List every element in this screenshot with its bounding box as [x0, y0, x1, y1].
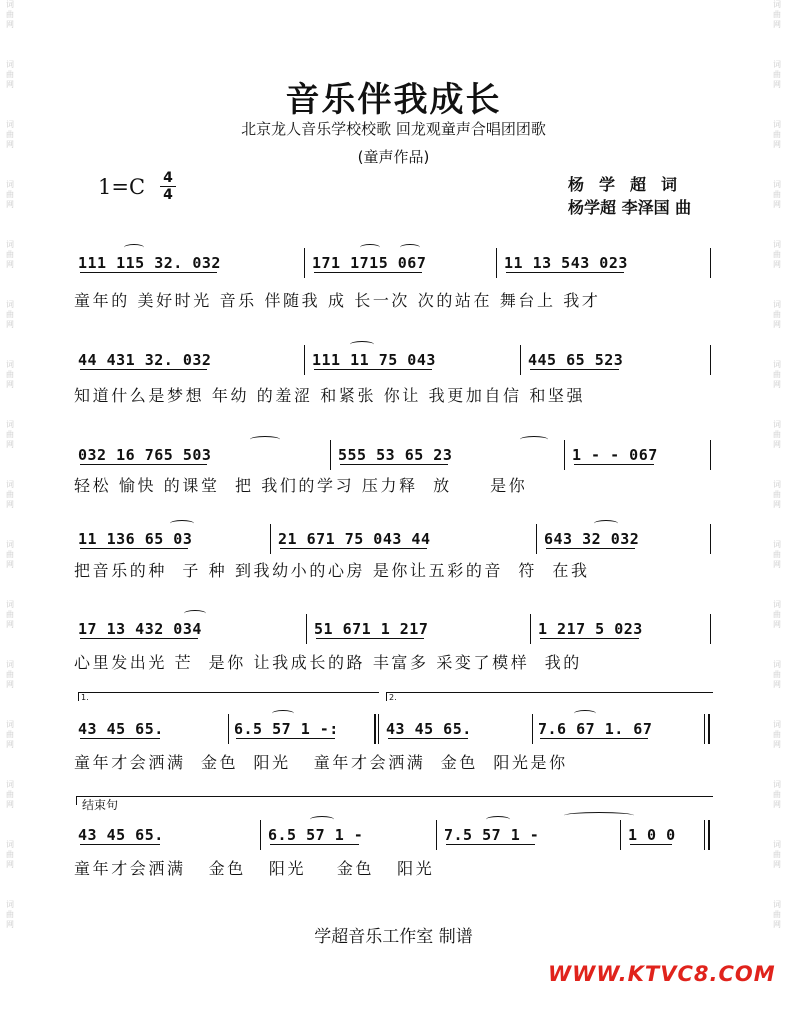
slur [272, 710, 294, 717]
watermark-char: 曲 [773, 70, 781, 79]
bar-line [564, 440, 565, 470]
measure-notes: 6.5 57 1 - [268, 826, 364, 844]
watermark-char: 曲 [773, 790, 781, 799]
watermark-char: 网 [773, 20, 781, 29]
watermark-char: 曲 [6, 70, 14, 79]
song-subnote: (童声作品) [357, 148, 430, 166]
beam-underline [314, 369, 432, 370]
beam-underline [80, 638, 198, 639]
watermark-char: 网 [773, 800, 781, 809]
slur [400, 244, 420, 251]
measure-notes: 111 11 75 043 [312, 351, 436, 369]
measure-notes: 43 45 65. [78, 826, 164, 844]
watermark-char: 网 [773, 680, 781, 689]
watermark-char: 词 [6, 540, 14, 549]
slur [594, 520, 618, 527]
watermark-char: 网 [773, 320, 781, 329]
slur [184, 610, 206, 617]
watermark-char: 曲 [6, 190, 14, 199]
watermark-char: 网 [6, 260, 14, 269]
watermark-char: 曲 [773, 550, 781, 559]
watermark-char: 词 [773, 600, 781, 609]
watermark-char: 词 [773, 780, 781, 789]
watermark-char: 曲 [6, 490, 14, 499]
watermark-char: 词 [6, 180, 14, 189]
watermark-char: 网 [6, 860, 14, 869]
watermark-char: 词 [773, 720, 781, 729]
beam-underline [236, 738, 335, 739]
watermark-char: 词 [773, 420, 781, 429]
measure-notes: 032 16 765 503 [78, 446, 212, 464]
slur [124, 244, 144, 251]
watermark-char: 网 [6, 560, 14, 569]
bar-line [710, 524, 711, 554]
watermark-char: 网 [773, 140, 781, 149]
slur [520, 436, 548, 443]
measure-notes: 17 13 432 034 [78, 620, 202, 638]
measure-notes: 1 0 0 [628, 826, 676, 844]
watermark-char: 词 [6, 600, 14, 609]
bar-line [306, 614, 307, 644]
bar-line [270, 524, 271, 554]
watermark-char: 词 [6, 480, 14, 489]
watermark-char: 曲 [773, 670, 781, 679]
watermark-char: 网 [773, 200, 781, 209]
watermark-char: 网 [6, 500, 14, 509]
bar-line [496, 248, 497, 278]
lyric-line: 童年的 美好时光 音乐 伴随我 成 长一次 次的站在 舞台上 我才 [74, 291, 601, 310]
watermark-char: 词 [773, 240, 781, 249]
repeat-bar-line [374, 714, 376, 744]
watermark-char: 网 [773, 260, 781, 269]
watermark-char: 网 [6, 740, 14, 749]
composer-credit: 杨学超 李泽国 曲 [568, 198, 692, 217]
watermark-char: 词 [773, 540, 781, 549]
watermark-char: 网 [6, 320, 14, 329]
watermark-char: 词 [6, 360, 14, 369]
watermark-char: 网 [773, 380, 781, 389]
watermark-char: 曲 [773, 730, 781, 739]
beam-underline [314, 272, 422, 273]
watermark-char: 词 [6, 660, 14, 669]
watermark-char: 曲 [6, 370, 14, 379]
measure-notes: 1 217 5 023 [538, 620, 643, 638]
watermark-char: 词 [6, 0, 14, 9]
watermark-char: 词 [773, 180, 781, 189]
watermark-char: 词 [773, 120, 781, 129]
beam-underline [574, 464, 654, 465]
bar-line [304, 248, 305, 278]
beam-underline [540, 638, 639, 639]
beam-underline [80, 548, 188, 549]
bar-line [710, 248, 711, 278]
watermark-char: 曲 [6, 550, 14, 559]
watermark-char: 曲 [773, 490, 781, 499]
watermark-char: 网 [6, 20, 14, 29]
watermark-char: 词 [773, 0, 781, 9]
watermark-char: 曲 [773, 250, 781, 259]
watermark-char: 曲 [6, 730, 14, 739]
watermark-char: 曲 [6, 670, 14, 679]
watermark-char: 曲 [773, 430, 781, 439]
watermark-char: 网 [6, 680, 14, 689]
slur [310, 816, 334, 823]
watermark-char: 曲 [6, 250, 14, 259]
watermark-char: 曲 [6, 130, 14, 139]
watermark-char: 曲 [773, 310, 781, 319]
repeat-bar-line [378, 714, 379, 744]
watermark-char: 曲 [6, 430, 14, 439]
bar-line [710, 345, 711, 375]
beam-underline [506, 272, 624, 273]
music-row [74, 345, 714, 375]
measure-notes: 171 1715 067 [312, 254, 427, 272]
watermark-char: 网 [773, 440, 781, 449]
measure-notes: 43 45 65. [78, 720, 164, 738]
watermark-char: 曲 [773, 910, 781, 919]
bar-line [704, 714, 705, 744]
music-row [74, 614, 714, 644]
beam-underline [80, 369, 207, 370]
lyric-line: 童年才会洒满 金色 阳光 童年才会洒满 金色 阳光是你 [74, 753, 568, 772]
slur [486, 816, 510, 823]
watermark-char: 网 [6, 800, 14, 809]
watermark-char: 网 [6, 380, 14, 389]
time-signature [160, 170, 176, 203]
beam-underline [340, 464, 448, 465]
beam-underline [280, 548, 427, 549]
measure-notes: 6.5 57 1 -: [234, 720, 339, 738]
time-signature-top: 4 [163, 170, 173, 186]
lyric-line: 童年才会洒满 金色 阳光 金色 阳光 [74, 859, 435, 878]
watermark-char: 曲 [6, 790, 14, 799]
watermark-char: 网 [6, 80, 14, 89]
watermark-char: 曲 [6, 910, 14, 919]
watermark-char: 词 [773, 660, 781, 669]
beam-underline [530, 369, 619, 370]
watermark-char: 曲 [773, 610, 781, 619]
watermark-char: 网 [6, 200, 14, 209]
watermark-char: 词 [6, 420, 14, 429]
ending-label: 结束句 [82, 798, 119, 812]
beam-underline [630, 844, 672, 845]
bar-line [620, 820, 621, 850]
beam-underline [540, 738, 648, 739]
music-row [74, 248, 714, 278]
watermark-char: 词 [6, 240, 14, 249]
bar-line [260, 820, 261, 850]
bar-line [330, 440, 331, 470]
beam-underline [316, 638, 424, 639]
watermark-char: 网 [6, 440, 14, 449]
bar-line [304, 345, 305, 375]
bar-line [710, 614, 711, 644]
watermark-char: 曲 [773, 850, 781, 859]
watermark-char: 曲 [773, 370, 781, 379]
watermark-char: 词 [6, 720, 14, 729]
first-ending-bracket [78, 692, 379, 701]
watermark-char: 曲 [773, 190, 781, 199]
time-signature-bottom: 4 [163, 187, 173, 203]
watermark-char: 网 [6, 140, 14, 149]
measure-notes: 7.5 57 1 - [444, 826, 540, 844]
music-row [74, 714, 714, 744]
watermark-char: 网 [773, 500, 781, 509]
watermark-char: 词 [773, 480, 781, 489]
watermark-char: 曲 [6, 850, 14, 859]
watermark-char: 词 [6, 780, 14, 789]
song-title: 音乐伴我成长 [285, 80, 502, 120]
beam-underline [270, 844, 359, 845]
measure-notes: 555 53 65 23 [338, 446, 453, 464]
music-row [74, 440, 714, 470]
watermark-char: 词 [773, 60, 781, 69]
beam-underline [546, 548, 635, 549]
watermark-char: 网 [6, 920, 14, 929]
watermark-char: 曲 [773, 130, 781, 139]
slur [170, 520, 194, 527]
slur [350, 341, 374, 348]
watermark-char: 曲 [773, 10, 781, 19]
watermark-char: 网 [6, 620, 14, 629]
slur [360, 244, 380, 251]
bar-line [436, 820, 437, 850]
watermark-char: 曲 [6, 310, 14, 319]
measure-notes: 43 45 65. [386, 720, 472, 738]
bar-line [228, 714, 229, 744]
music-row [74, 820, 714, 850]
watermark-char: 词 [6, 840, 14, 849]
bar-line [532, 714, 533, 744]
slur [574, 710, 596, 717]
website-url[interactable]: WWW.KTVC8.COM [548, 962, 776, 986]
watermark-char: 网 [773, 860, 781, 869]
watermark-char: 曲 [6, 10, 14, 19]
bar-line [520, 345, 521, 375]
watermark-char: 网 [773, 620, 781, 629]
bar-line [536, 524, 537, 554]
watermark-char: 词 [6, 60, 14, 69]
measure-notes: 11 136 65 03 [78, 530, 193, 548]
song-subtitle: 北京龙人音乐学校校歌 回龙观童声合唱团团歌 [241, 120, 546, 138]
lyric-line: 知道什么是梦想 年幼 的羞涩 和紧张 你让 我更加自信 和坚强 [74, 386, 586, 405]
ending-bracket [76, 796, 713, 805]
first-ending-label: 1. [81, 693, 89, 702]
watermark-char: 词 [773, 900, 781, 909]
second-ending-bracket [386, 692, 713, 701]
measure-notes: 21 671 75 043 44 [278, 530, 431, 548]
lyricist-credit: 杨学超词 [568, 175, 693, 194]
arranger-credit: 学超音乐工作室 制谱 [314, 927, 473, 947]
music-row [74, 524, 714, 554]
beam-underline [80, 272, 217, 273]
watermark-char: 词 [6, 900, 14, 909]
measure-notes: 643 32 032 [544, 530, 640, 548]
watermark-char: 词 [773, 300, 781, 309]
tie [564, 812, 634, 819]
measure-notes: 1 - - 067 [572, 446, 658, 464]
bar-line [530, 614, 531, 644]
beam-underline [388, 738, 468, 739]
measure-notes: 445 65 523 [528, 351, 624, 369]
watermark-char: 网 [773, 80, 781, 89]
measure-notes: 111 115 32. 032 [78, 254, 221, 272]
measure-notes: 11 13 543 023 [504, 254, 628, 272]
beam-underline [80, 844, 160, 845]
watermark-char: 网 [773, 560, 781, 569]
lyric-line: 把音乐的种 子 种 到我幼小的心房 是你让五彩的音 符 在我 [74, 561, 590, 580]
watermark-char: 词 [773, 840, 781, 849]
bar-line [710, 440, 711, 470]
watermark-char: 词 [6, 120, 14, 129]
watermark-char: 网 [773, 740, 781, 749]
bar-line [708, 714, 710, 744]
beam-underline [80, 464, 207, 465]
bar-line [704, 820, 705, 850]
beam-underline [446, 844, 535, 845]
watermark-char: 词 [6, 300, 14, 309]
final-bar-line [708, 820, 710, 850]
measure-notes: 44 431 32. 032 [78, 351, 212, 369]
measure-notes: 7.6 67 1. 67 [538, 720, 653, 738]
watermark-char: 词 [773, 360, 781, 369]
beam-underline [80, 738, 160, 739]
key-signature: 1=C [98, 175, 146, 199]
measure-notes: 51 671 1 217 [314, 620, 429, 638]
second-ending-label: 2. [389, 693, 397, 702]
watermark-char: 曲 [6, 610, 14, 619]
slur [250, 436, 280, 443]
lyric-line: 轻松 愉快 的课堂 把 我们的学习 压力释 放 是你 [74, 476, 528, 495]
watermark-char: 网 [773, 920, 781, 929]
lyric-line: 心里发出光 芒 是你 让我成长的路 丰富多 采变了模样 我的 [74, 653, 582, 672]
